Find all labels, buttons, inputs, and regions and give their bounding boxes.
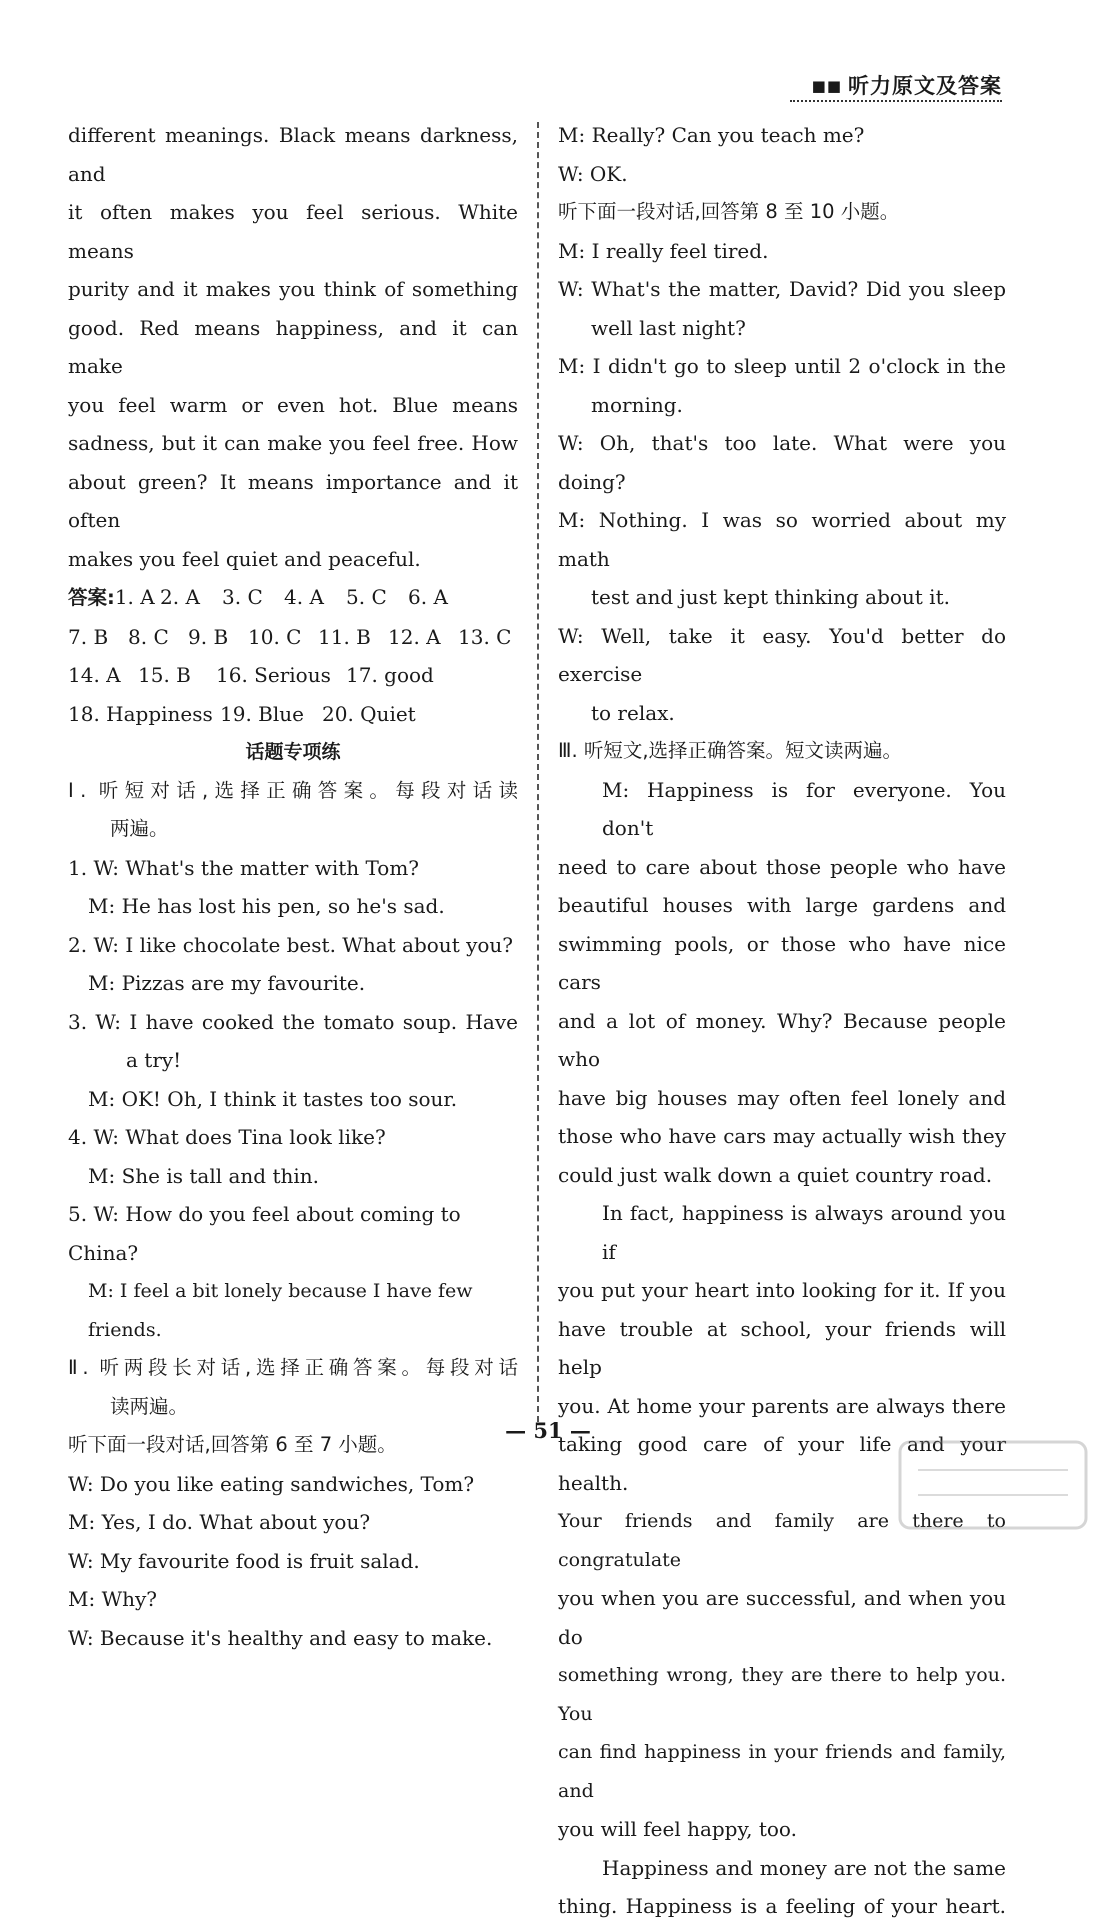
answer-item: 19. Blue bbox=[220, 701, 304, 726]
text-line: you. At home your parents are always there bbox=[558, 1393, 1006, 1418]
dialog2-intro: 听下面一段对话,回答第 8 至 10 小题。 bbox=[558, 200, 900, 223]
answer-item: 14. A bbox=[68, 663, 121, 687]
dialogue-line-cont: morning. bbox=[591, 392, 683, 417]
dialogue-line: M: Yes, I do. What about you? bbox=[68, 1510, 371, 1534]
section-title: 话题专项练 bbox=[245, 741, 341, 763]
dialogue-line: M: Nothing. I was so worried about my math bbox=[558, 508, 1006, 571]
page-number: — 51 — bbox=[505, 1418, 591, 1443]
answer-item: 13. C bbox=[458, 624, 512, 649]
answer-item: 3. C bbox=[222, 585, 263, 609]
text-line: Your friends and family are there to congratulate bbox=[558, 1510, 1006, 1571]
answer-item: 5. C bbox=[346, 585, 387, 609]
text-line: good. Red means happiness, and it can make bbox=[68, 315, 518, 378]
dialogue-line: W: OK. bbox=[558, 161, 628, 186]
answers-label: 答案: bbox=[68, 586, 115, 609]
text-line: sadness, but it can make you feel free. How bbox=[68, 431, 518, 455]
column-divider bbox=[537, 122, 539, 1422]
text-line: those who have cars may actually wish they bbox=[558, 1124, 1006, 1148]
answer-item: 7. B bbox=[68, 624, 109, 649]
answer-item: 11. B bbox=[318, 624, 371, 649]
text-line: have trouble at school, your friends will help bbox=[558, 1316, 1006, 1379]
part2-title-cont: 读两遍。 bbox=[110, 1394, 189, 1418]
header-title: 听力原文及答案 bbox=[848, 74, 1002, 98]
text-line: could just walk down a quiet country road. bbox=[558, 1162, 993, 1187]
text-line: can find happiness in your friends and family, and bbox=[558, 1741, 1006, 1802]
page-header bbox=[812, 70, 1002, 100]
text-line: makes you feel quiet and peaceful. bbox=[68, 546, 421, 571]
dialogue-line: W: What's the matter, David? Did you sleep bbox=[558, 277, 1006, 301]
answer-row bbox=[68, 618, 518, 657]
dialogue-line-cont: test and just kept thinking about it. bbox=[591, 585, 950, 609]
answer-item: 2. A bbox=[160, 585, 200, 609]
text-line: and a lot of money. Why? Because people who bbox=[558, 1008, 1006, 1071]
dialogue-line: M: He has lost his pen, so he's sad. bbox=[88, 894, 445, 918]
part3-title: Ⅲ. 听短文,选择正确答案。短文读两遍。 bbox=[558, 739, 903, 762]
dialogue-line: W: Oh, that's too late. What were you doing? bbox=[558, 431, 1006, 494]
text-line: thing. Happiness is a feeling of your heart. bbox=[558, 1894, 1006, 1918]
text-line: it often makes you feel serious. White means bbox=[68, 200, 518, 263]
passage-paragraph-1 bbox=[558, 771, 1006, 1195]
answer-row bbox=[68, 656, 518, 695]
answer-item: 12. A bbox=[388, 624, 441, 649]
header-marks: ■■ bbox=[811, 77, 842, 95]
dialogue-line: M: I really feel tired. bbox=[558, 238, 769, 263]
text-line: taking good care of your life and your health. bbox=[558, 1432, 1006, 1495]
answer-item: 8. C bbox=[128, 624, 169, 649]
text-line: something wrong, they are there to help you. You bbox=[558, 1664, 1006, 1725]
dialogue-line: W: My favourite food is fruit salad. bbox=[68, 1548, 420, 1573]
part2-title: Ⅱ. 听两段长对话,选择正确答案。每段对话 bbox=[68, 1356, 518, 1379]
dialogue-line: M: I feel a bit lonely because I have few friends. bbox=[88, 1280, 473, 1341]
answer-item: 6. A bbox=[408, 585, 448, 609]
text-line: swimming pools, or those who have nice cars bbox=[558, 931, 1006, 994]
text-line: different meanings. Black means darkness, and bbox=[68, 123, 518, 186]
passage-paragraph-3 bbox=[558, 1849, 1006, 1926]
part1-title-cont: 两遍。 bbox=[110, 817, 169, 840]
intro-paragraph bbox=[68, 116, 518, 578]
dialog1-intro: 听下面一段对话,回答第 6 至 7 小题。 bbox=[68, 1433, 397, 1456]
dialogue-line: M: She is tall and thin. bbox=[88, 1163, 319, 1188]
dialogue-line: W: Well, take it easy. You'd better do exercise bbox=[558, 623, 1006, 686]
text-line: Happiness and money are not the same bbox=[602, 1855, 1006, 1880]
dialogue-line: W: Because it's healthy and easy to make. bbox=[68, 1625, 493, 1650]
dialogue-line: M: Why? bbox=[68, 1587, 158, 1611]
answer-item: 18. Happiness bbox=[68, 701, 213, 726]
short-dialogues bbox=[68, 849, 518, 1350]
part1-title: Ⅰ. 听短对话,选择正确答案。每段对话读 bbox=[68, 778, 518, 802]
text-line: M: Happiness is for everyone. You don't bbox=[602, 777, 1006, 840]
text-line: have big houses may often feel lonely and bbox=[558, 1085, 1006, 1110]
answer-item: 20. Quiet bbox=[322, 701, 416, 726]
text-line: beautiful houses with large gardens and bbox=[558, 893, 1006, 917]
dialogue-line: M: Really? Can you teach me? bbox=[558, 123, 865, 147]
answer-key bbox=[68, 578, 518, 733]
dialogue-line-cont: to relax. bbox=[591, 700, 675, 725]
answer-item: 4. A bbox=[284, 585, 324, 609]
dialogue-line: 3. W: I have cooked the tomato soup. Have bbox=[68, 1009, 518, 1034]
answer-row bbox=[68, 695, 518, 734]
dialogue-line-cont: well last night? bbox=[591, 315, 746, 340]
text-line: you put your heart into looking for it. If you bbox=[558, 1278, 1006, 1302]
dialogue-line: M: Pizzas are my favourite. bbox=[88, 971, 366, 995]
text-line: In fact, happiness is always around you if bbox=[602, 1201, 1006, 1264]
header-dotted-rule bbox=[790, 100, 1002, 102]
answer-item: 9. B bbox=[188, 624, 229, 649]
text-line: you feel warm or even hot. Blue means bbox=[68, 392, 518, 417]
text-line: you when you are successful, and when you do bbox=[558, 1586, 1006, 1649]
answer-row bbox=[68, 578, 518, 618]
dialogue-line: M: I didn't go to sleep until 2 o'clock in the bbox=[558, 354, 1006, 378]
watermark-logo bbox=[898, 1440, 1088, 1530]
answer-item: 答案:1. A bbox=[68, 585, 155, 609]
text-line: purity and it makes you think of something bbox=[68, 277, 518, 301]
right-column bbox=[558, 116, 1006, 1926]
dialogue-line: 5. W: How do you feel about coming to China? bbox=[68, 1202, 461, 1265]
answer-item: 15. B bbox=[138, 663, 191, 687]
text-line: you will feel happy, too. bbox=[558, 1817, 797, 1841]
dialogue-line: 1. W: What's the matter with Tom? bbox=[68, 855, 420, 880]
dialogue-line: W: Do you like eating sandwiches, Tom? bbox=[68, 1471, 475, 1496]
dialogue-line: 2. W: I like chocolate best. What about you? bbox=[68, 932, 514, 957]
text-line: about green? It means importance and it often bbox=[68, 469, 518, 532]
text-line: need to care about those people who have bbox=[558, 854, 1006, 879]
dialogue-line: 4. W: What does Tina look like? bbox=[68, 1125, 386, 1149]
answer-item: 10. C bbox=[248, 624, 302, 649]
answer-item: 17. good bbox=[346, 663, 434, 687]
dialogue-line: M: OK! Oh, I think it tastes too sour. bbox=[88, 1086, 458, 1111]
answer-item: 16. Serious bbox=[216, 663, 331, 687]
dialogue-line: a try! bbox=[126, 1048, 182, 1072]
